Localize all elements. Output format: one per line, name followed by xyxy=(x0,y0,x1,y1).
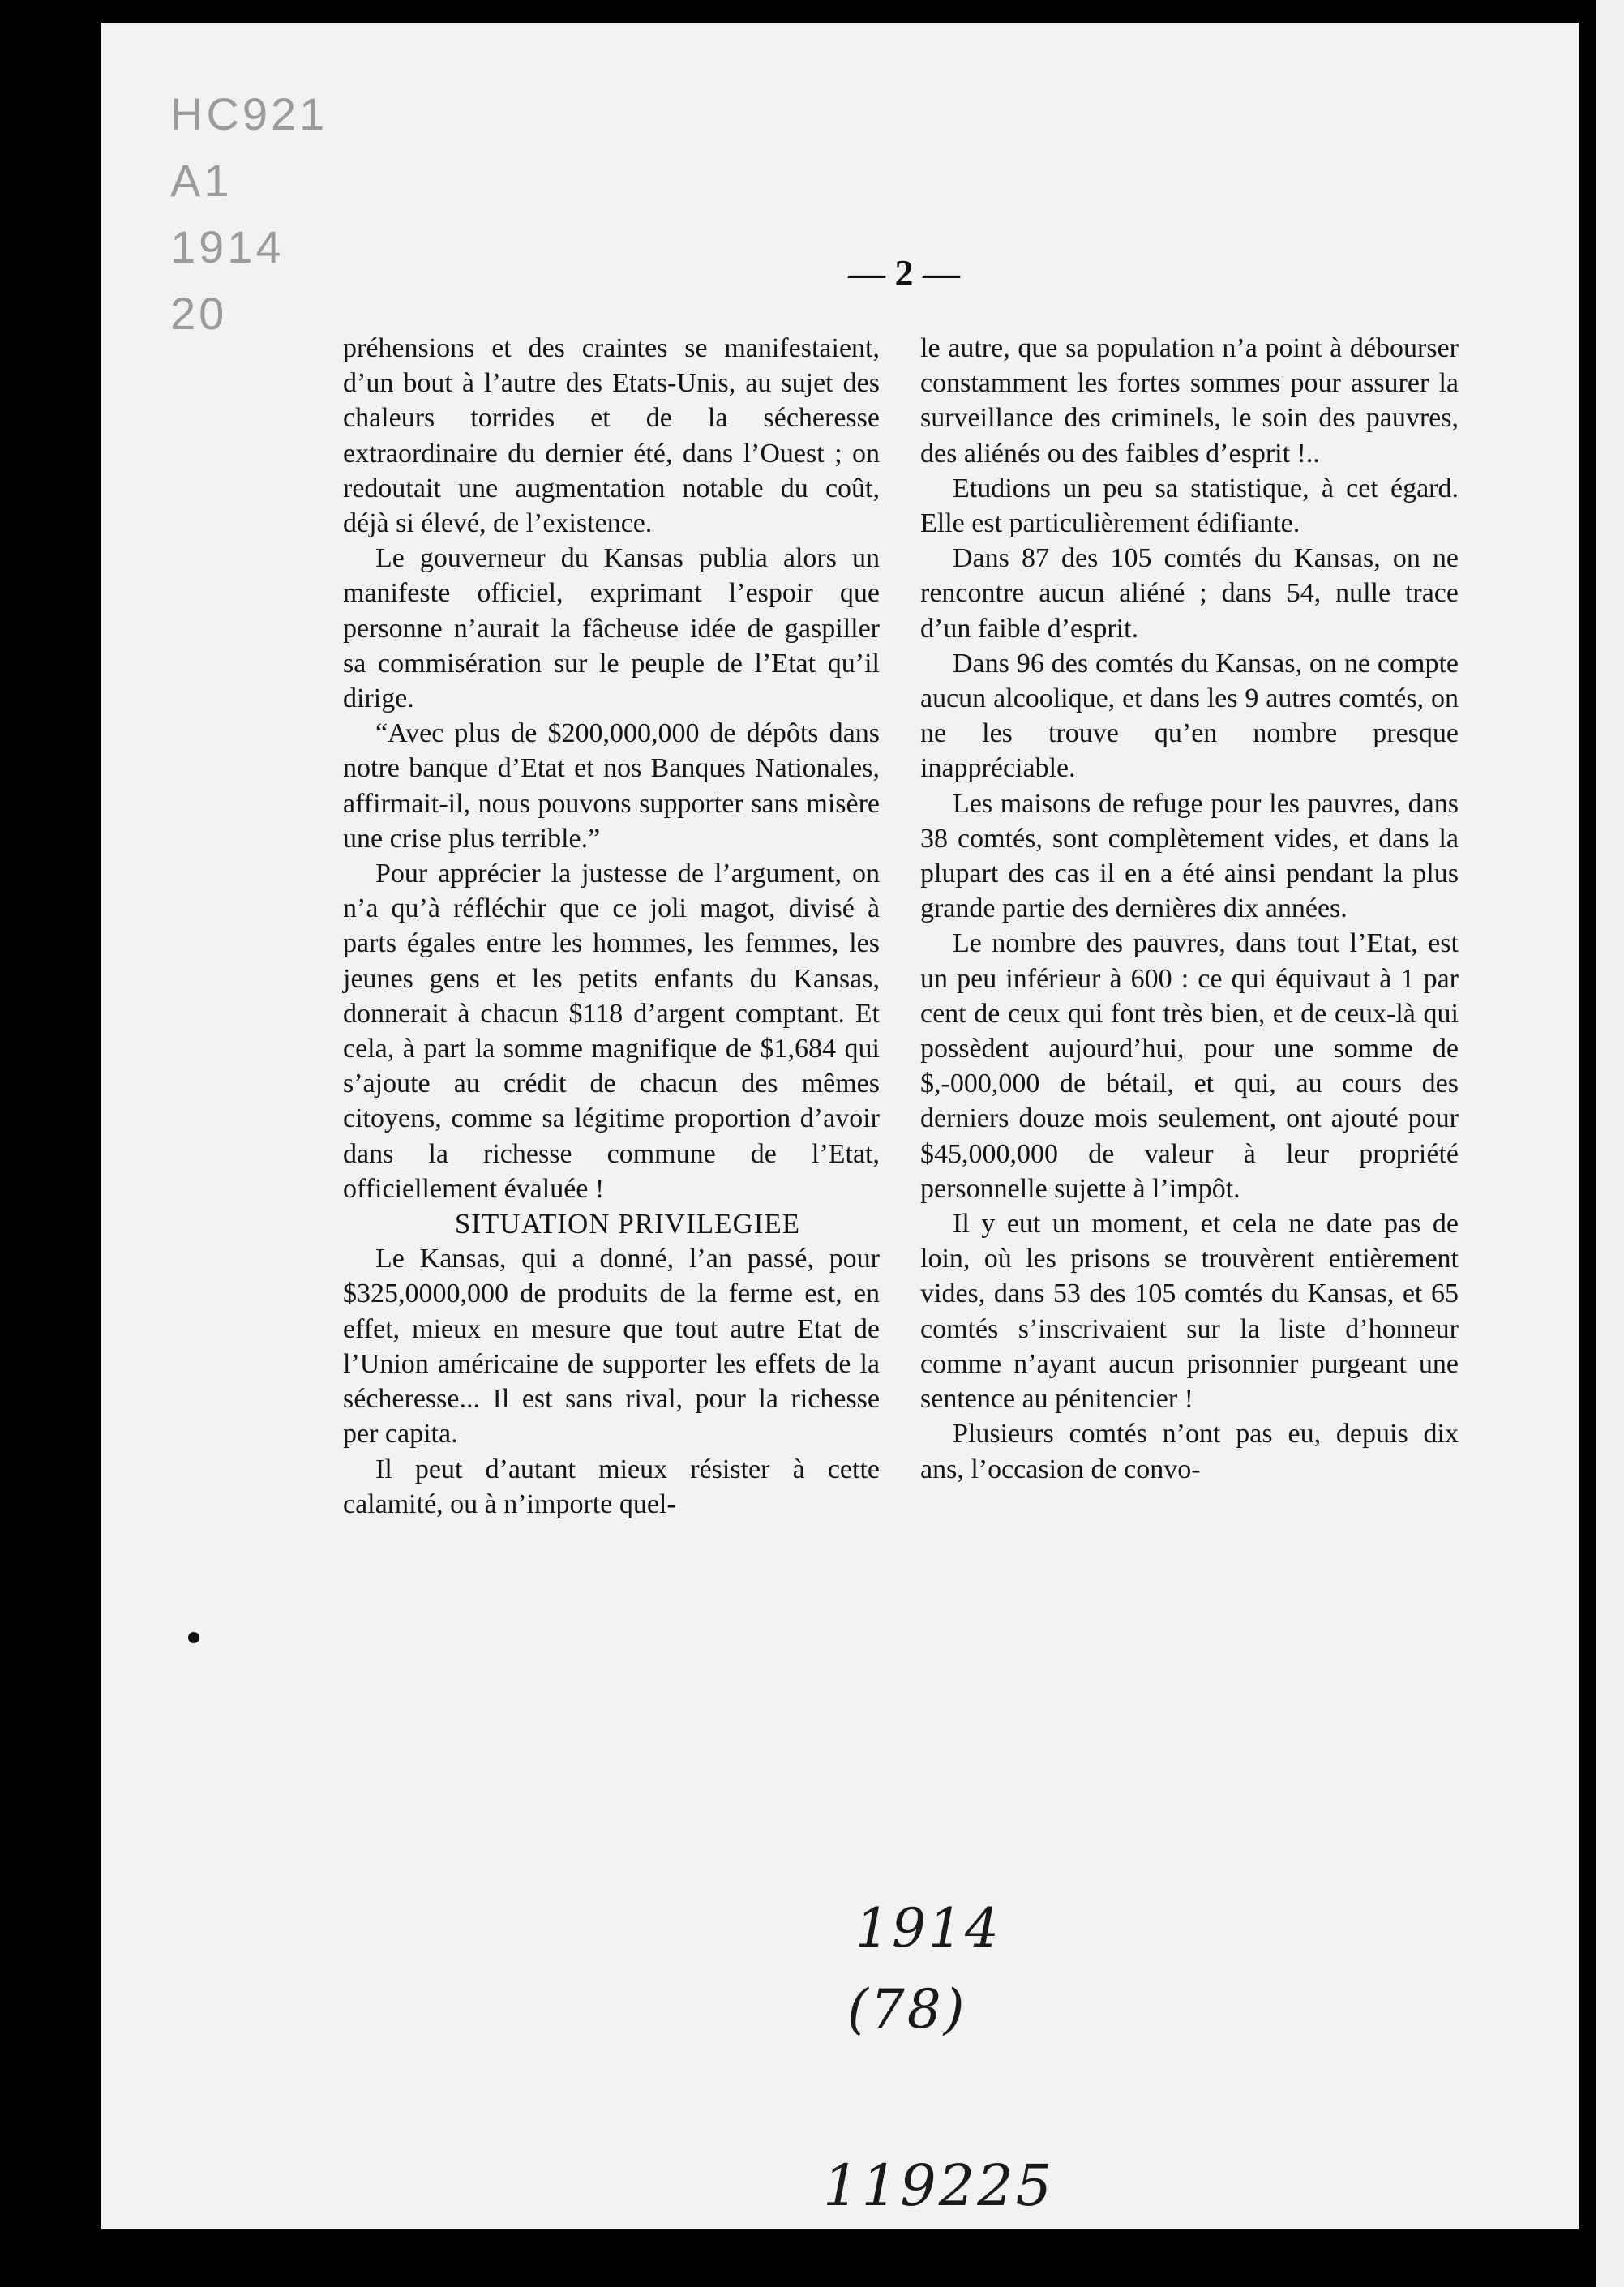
handwritten-page-count: (78) xyxy=(847,1978,967,2041)
paragraph: Le gouverneur du Kansas publia alors un manifeste officiel, exprimant l’espoir que personne n’aurait la fâcheuse idée de gaspiller sa commisération sur le peuple de l’Etat qu’il dirige. xyxy=(343,543,880,714)
paragraph: Les maisons de refuge pour les pauvres, dans 38 comtés, sont complètement vides, et dans la plupart des cas il en a été ainsi pendant la plus grande partie des dernières dix années. xyxy=(920,788,1459,924)
paragraph: Le Kansas, qui a donné, l’an passé, pour $325,0000,000 de produits de la ferme est, en effet, mieux en mesure que tout autre Etat de l’Union américaine de supporter les effets de la sécheresse... Il est sans rival, pour la richesse per capita. xyxy=(343,1244,880,1450)
paragraph: préhensions et des craintes se manifestaient, d’un bout à l’autre des Etats-Unis, au sujet des chaleurs torrides et de la sécheresse extraordinaire du dernier été, dans l’Ouest ; on redoutait une augmentation notable du coût, déjà si élevé, de l’existence. xyxy=(343,333,880,539)
handwritten-accession-number: 119225 xyxy=(823,2152,1055,2219)
handwritten-margin-notes xyxy=(170,81,328,347)
paragraph: Dans 96 des comtés du Kansas, on ne compte aucun alcoolique, et dans les 9 autres comtés, on ne les trouve qu’en nombre presque inappréciable. xyxy=(920,648,1459,784)
margin-dot xyxy=(188,1632,199,1643)
handwritten-year: 1914 xyxy=(855,1897,1001,1959)
paragraph: Il y eut un moment, et cela ne date pas de loin, où les prisons se trouvèrent entièrement vides, dans 53 des 105 comtés du Kansas, et 65 comtés s’inscrivaient sur la liste d’honneur comme n’ayant aucun prisonnier purgeant une sentence au pénitencier ! xyxy=(920,1209,1459,1415)
text-column-right xyxy=(920,331,1459,1487)
paragraph: “Avec plus de $200,000,000 de dépôts dans notre banque d’Etat et nos Banques Nationales, affirmait-il, nous pouvons supporter sans misère une crise plus terrible.” xyxy=(343,718,880,854)
paragraph: Le nombre des pauvres, dans tout l’Etat, est un peu inférieur à 600 : ce qui équivaut à 1 par cent de ceux qui font très bien, et de ceux-là qui possèdent aujourd’hui, pour une somme de $,-000,000 de bétail, et qui, au cours des derniers douze mois seulement, ont ajouté pour $45,000,000 de valeur à leur propriété personnelle sujette à l’impôt. xyxy=(920,928,1459,1204)
paragraph: Pour apprécier la justesse de l’argument, on n’a qu’à réfléchir que ce joli magot, divisé à parts égales entre les hommes, les femmes, les jeunes gens et les petits enfants du Kansas, donnerait à chacun $118 d’argent comptant. Et cela, à part la somme magnifique de $1,684 qui s’ajoute au crédit de chacun des mêmes citoyens, comme sa légitime proportion d’avoir dans la richesse commune de l’Etat, officiellement évaluée ! xyxy=(343,859,880,1204)
page-edge-rule xyxy=(1579,0,1587,2254)
text-column-left xyxy=(343,331,880,1522)
paragraph: Il peut d’autant mieux résister à cette calamité, ou à n’importe quel- xyxy=(343,1454,880,1519)
margin-note-4: 20 xyxy=(170,288,228,339)
page-edge-stripe xyxy=(1596,0,1624,2287)
margin-note-3: 1914 xyxy=(170,221,285,272)
margin-note-1: HC921 xyxy=(170,88,328,139)
section-heading: SITUATION PRIVILEGIEE xyxy=(454,1208,801,1240)
paragraph: Etudions un peu sa statistique, à cet égard. Elle est particulièrement édifiante. xyxy=(920,473,1459,539)
margin-note-2: A1 xyxy=(170,155,233,206)
paragraph: Plusieurs comtés n’ont pas eu, depuis dix ans, l’occasion de convo- xyxy=(920,1419,1459,1484)
paragraph: le autre, que sa population n’a point à débourser constamment les fortes sommes pour assurer la surveillance des criminels, le soin des pauvres, des aliénés ou des faibles d’esprit !.. xyxy=(920,333,1459,469)
paragraph: Dans 87 des 105 comtés du Kansas, on ne rencontre aucun aliéné ; dans 54, nulle trace d’un faible d’esprit. xyxy=(920,543,1459,644)
page-number: — 2 — xyxy=(848,252,960,293)
